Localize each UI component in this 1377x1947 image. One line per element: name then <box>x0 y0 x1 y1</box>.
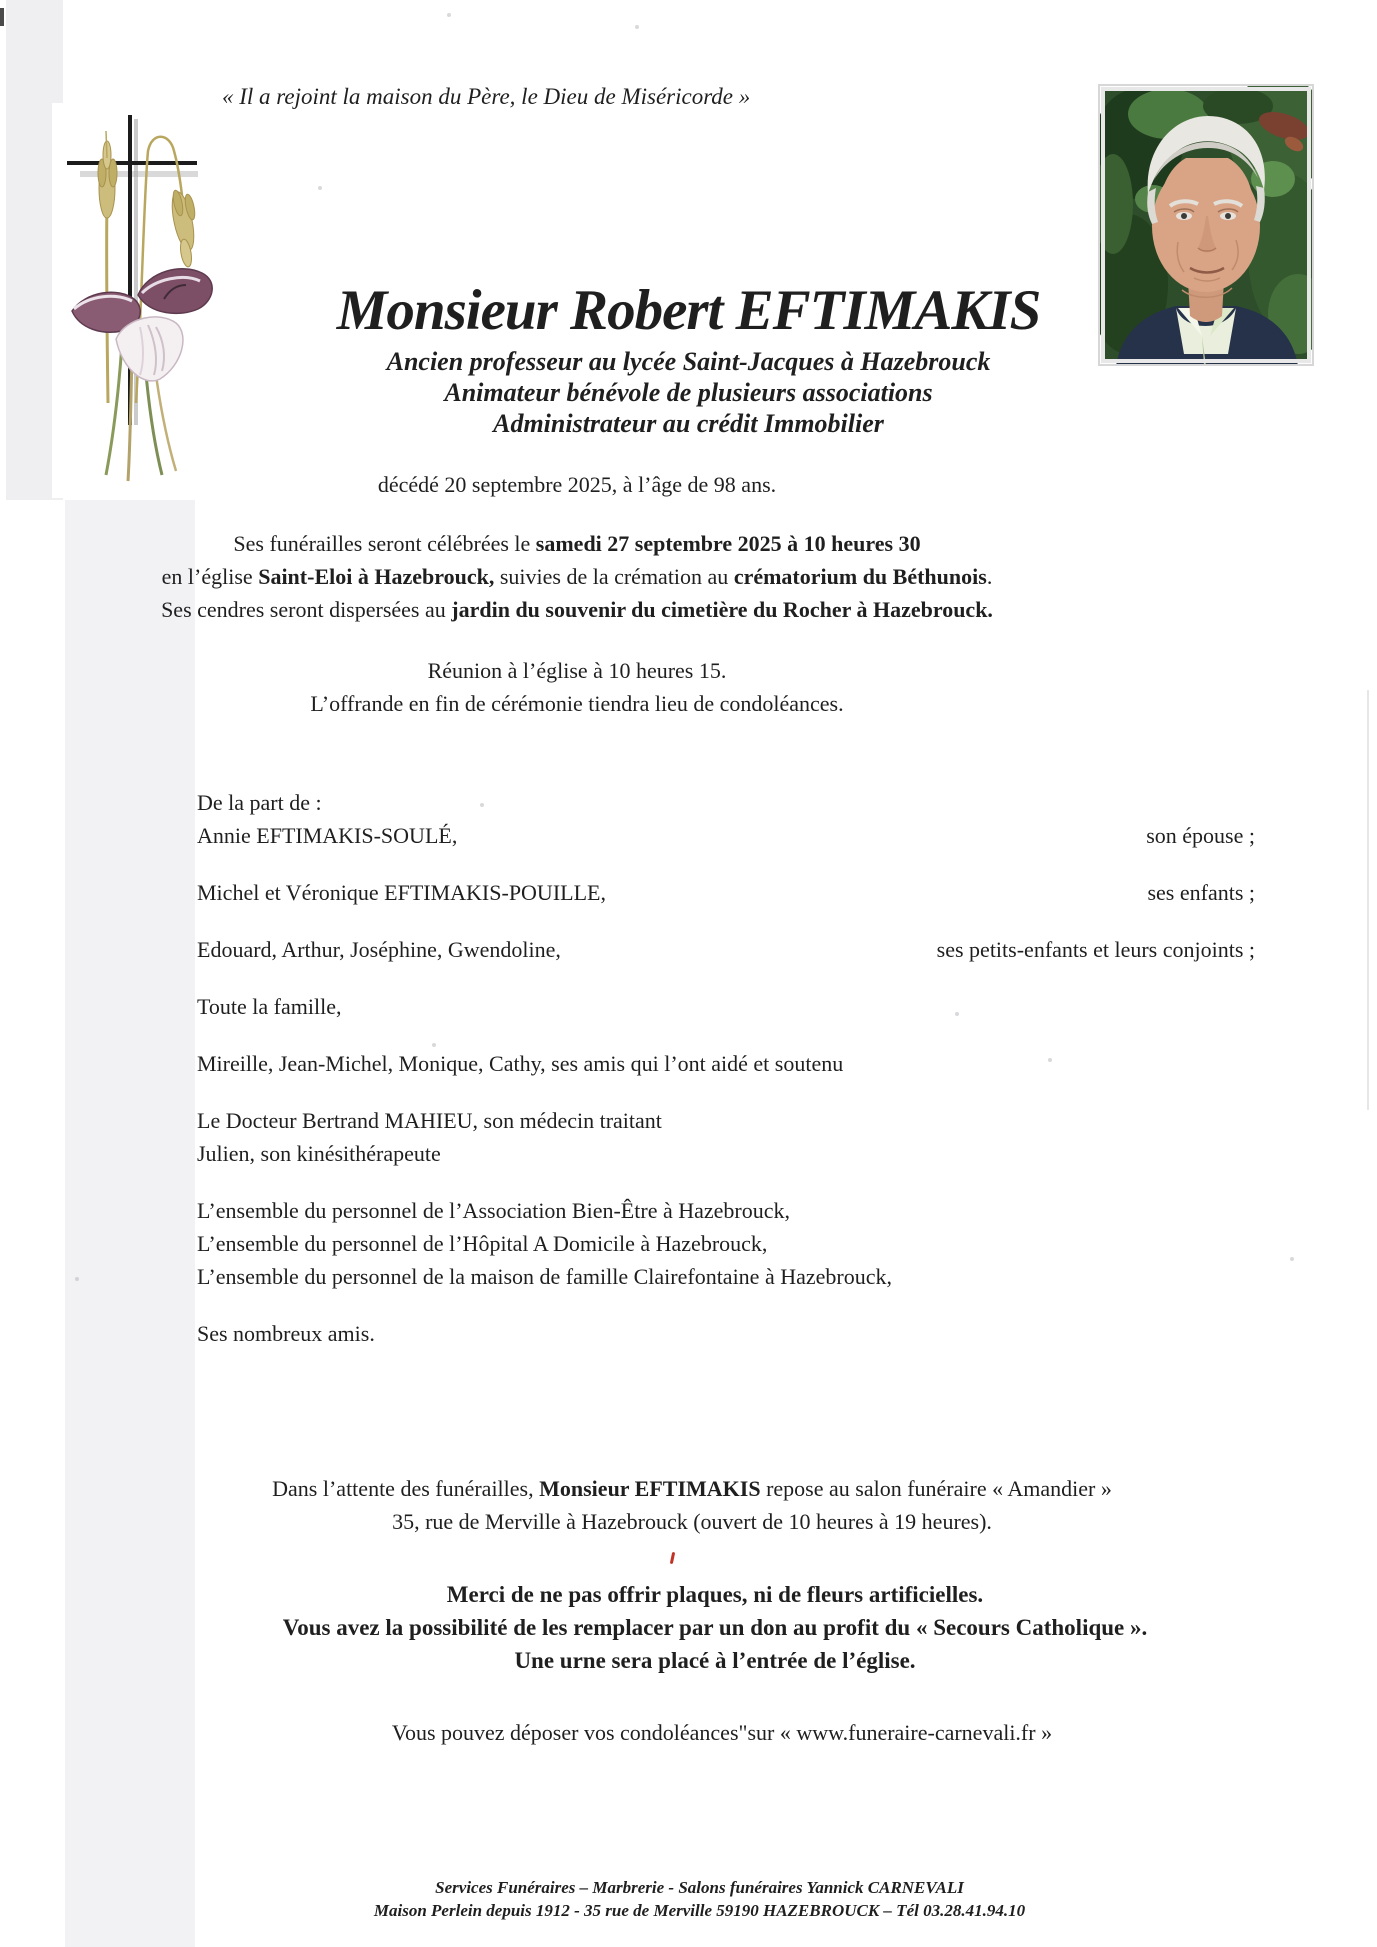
merci-line-3: Une urne sera placé à l’entrée de l’église. <box>514 1648 916 1673</box>
family-left: L’ensemble du personnel de la maison de famille Clairefontaine à Hazebrouck, <box>197 1264 892 1289</box>
subtitle-administrator: Administrateur au crédit Immobilier <box>493 409 884 438</box>
subtitle-profession: Ancien professeur au lycée Saint-Jacques à Hazebrouck <box>386 347 991 376</box>
family-row <box>197 823 1255 856</box>
merci-line-2: Vous avez la possibilité de les remplacer par un don au profit du « Secours Catholique ». <box>282 1615 1148 1640</box>
funeral-line-2 <box>0 560 1154 593</box>
scan-speck <box>1290 1257 1294 1261</box>
funeral-home-footer <box>11 1876 1377 1922</box>
attente-name: Monsieur EFTIMAKIS <box>539 1476 761 1501</box>
attente-post: repose au salon funéraire « Amandier » <box>760 1476 1112 1501</box>
funeral-line2-mid: suivies de la crémation au <box>494 564 734 589</box>
scan-edge-line <box>1367 690 1369 1110</box>
family-left: Ses nombreux amis. <box>197 1321 375 1346</box>
funeral-line2-church: Saint-Eloi à Hazebrouck, <box>258 564 495 589</box>
footer-line-1: Services Funéraires – Marbrerie - Salons funéraires Yannick CARNEVALI <box>435 1878 964 1897</box>
death-date-line: décédé 20 septembre 2025, à l’âge de 98 ans. <box>377 472 777 497</box>
family-left: L’ensemble du personnel de l’Association Bien-Être à Hazebrouck, <box>197 1198 790 1223</box>
family-row <box>197 1231 1255 1264</box>
funeral-line-1 <box>0 527 1154 560</box>
funeral-line1-pre: Ses funérailles seront célébrées le <box>233 531 536 556</box>
subtitle-volunteer: Animateur bénévole de plusieurs associations <box>444 378 933 407</box>
family-left: Julien, son kinésithérapeute <box>197 1141 441 1166</box>
title-block <box>0 280 1377 439</box>
family-row <box>197 790 1255 823</box>
family-left: Annie EFTIMAKIS-SOULÉ, <box>197 823 458 848</box>
family-relation: ses enfants ; <box>1147 880 1255 905</box>
resting-place-info <box>7 1472 1377 1538</box>
family-left: Mireille, Jean-Michel, Monique, Cathy, ses amis qui l’ont aidé et soutenu <box>197 1051 844 1076</box>
funeral-line3-pre: Ses cendres seront dispersées au <box>161 597 452 622</box>
funeral-line-3 <box>0 593 1154 626</box>
funeral-line1-date: samedi 27 septembre 2025 à 10 heures 30 <box>535 531 921 556</box>
family-left: L’ensemble du personnel de l’Hôpital A Domicile à Hazebrouck, <box>197 1231 768 1256</box>
scan-speck <box>447 13 451 17</box>
family-row <box>197 937 1255 970</box>
family-row <box>197 1051 1255 1084</box>
family-left: Edouard, Arthur, Joséphine, Gwendoline, <box>197 937 561 962</box>
funeral-line2-crematorium: crématorium du Béthunois <box>733 564 987 589</box>
family-row <box>197 1264 1255 1297</box>
merci-line-1: Merci de ne pas offrir plaques, ni de fleurs artificielles. <box>446 1582 984 1607</box>
attente-pre: Dans l’attente des funérailles, <box>272 1476 540 1501</box>
funeral-info <box>0 527 1154 626</box>
family-left: Toute la famille, <box>197 994 342 1019</box>
family-left: Le Docteur Bertrand MAHIEU, son médecin traitant <box>197 1108 662 1133</box>
family-row <box>197 1141 1255 1174</box>
family-row <box>197 880 1255 913</box>
family-row <box>197 1198 1255 1231</box>
opening-quote: « Il a rejoint la maison du Père, le Dieu de Miséricorde » <box>222 84 751 109</box>
family-row <box>197 1321 1255 1354</box>
family-relation: son épouse ; <box>1146 823 1255 848</box>
family-left: De la part de : <box>197 790 322 815</box>
funeral-line3-garden: jardin du souvenir du cimetière du Rocher à Hazebrouck. <box>451 597 993 622</box>
reunion-line-2: L’offrande en fin de cérémonie tiendra lieu de condoléances. <box>310 691 844 716</box>
reunion-line-1: Réunion à l’église à 10 heures 15. <box>427 658 727 683</box>
reunion-info <box>0 654 1154 720</box>
scan-speck <box>635 25 639 29</box>
family-relation: ses petits-enfants et leurs conjoints ; <box>936 937 1255 962</box>
online-condolences-line: Vous pouvez déposer vos condoléances"sur « www.funeraire-carnevali.fr » <box>391 1720 1053 1745</box>
deceased-name: Monsieur Robert EFTIMAKIS <box>336 279 1041 342</box>
funeral-line2-pre: en l’église <box>161 564 259 589</box>
scan-speck <box>75 1277 79 1281</box>
attente-line-1 <box>7 1472 1377 1505</box>
footer-line-2: Maison Perlein depuis 1912 - 35 rue de Merville 59190 HAZEBROUCK – Tél 03.28.41.94.10 <box>373 1901 1026 1920</box>
family-row <box>197 1108 1255 1141</box>
attente-line-2: 35, rue de Merville à Hazebrouck (ouvert de 10 heures à 19 heures). <box>392 1509 992 1534</box>
funeral-line2-end: . <box>986 564 993 589</box>
family-row <box>197 994 1255 1027</box>
red-pen-mark <box>670 1552 675 1564</box>
scan-speck <box>318 186 322 190</box>
family-left: Michel et Véronique EFTIMAKIS-POUILLE, <box>197 880 606 905</box>
scan-corner-mark <box>0 8 4 26</box>
family-list <box>197 790 1255 1354</box>
donation-request <box>53 1578 1377 1677</box>
